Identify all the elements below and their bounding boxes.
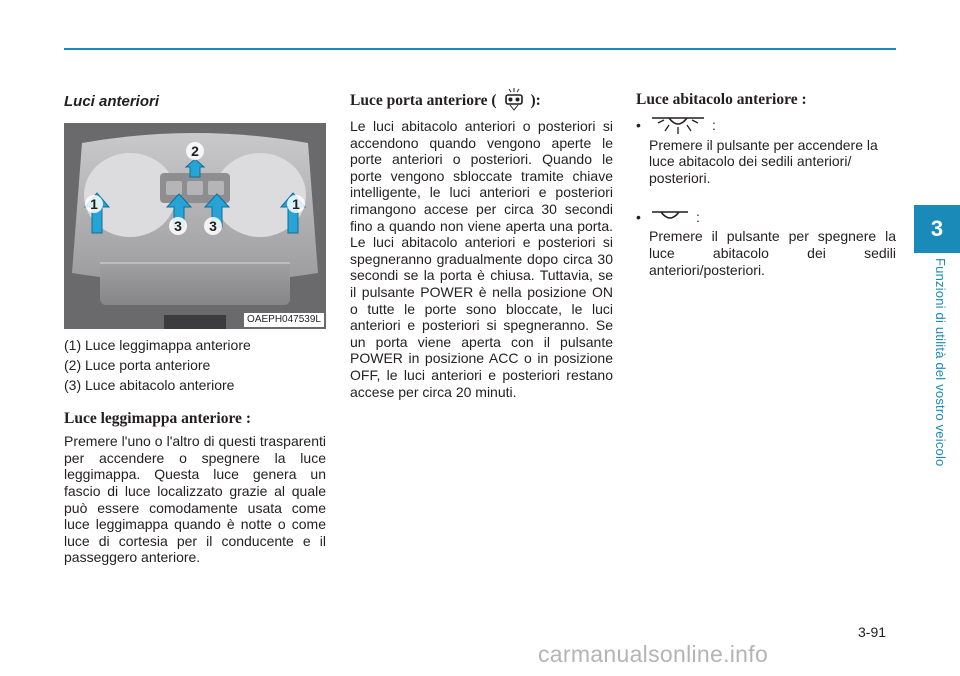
watermark: carmanualsonline.info: [538, 641, 769, 667]
overhead-console-photo: [64, 123, 326, 329]
door-lamp-heading-suffix: ):: [530, 91, 541, 109]
chapter-title: Funzioni di utilità del vostro veicolo: [933, 258, 948, 467]
legend-item: (2) Luce porta anteriore: [64, 356, 211, 373]
room-lamp-on-icon: [650, 113, 706, 139]
legend-item: (1) Luce leggimappa anteriore: [64, 336, 251, 353]
column-2: [350, 92, 613, 400]
bullet: •: [636, 117, 641, 134]
room-lamp-heading: Luce abitacolo anteriore :: [636, 91, 807, 108]
room-lamp-off-description: Premere il pulsante per spegnere la luce abitacolo dei sedili anteriori/posteriori.: [649, 228, 896, 278]
bullet: •: [636, 209, 641, 226]
colon: :: [696, 209, 700, 226]
section-title: Luci anteriori: [64, 93, 160, 110]
photo-code: OAEPH047539L: [244, 313, 324, 327]
room-lamp-on-item: [636, 115, 896, 137]
legend-item: (3) Luce abitacolo anteriore: [64, 376, 235, 393]
door-lamp-description: Le luci abitacolo anteriori o posteriori si accendono quando vengono aperte le porte anteriori o posteriori. Quando le porte vengono sbloccate tramite chiave intelligente, le luci anteriori e posteriori rimangono accese per circa 30 secondi fino a quando non viene aperta una porta. Le luci abitacolo anteriori e posteriori si spegneranno gradualmente dopo circa 30 secondi se la porta è chiusa. Tuttavia, se il pulsante POWER è nella posizione ON o tutte le porte sono bloccate, le luci anteriori e posteriori si spegneranno. Se un porta viene aperta con il pulsante POWER in posizione ACC o in posizione OFF, le luci anteriori e posteriori restano accese per circa 20 minuti.: [350, 118, 613, 400]
door-lamp-heading-prefix: Luce porta anteriore (: [350, 91, 497, 109]
door-light-icon: [501, 86, 527, 117]
map-lamp-description: Premere l'uno o l'altro di questi trasparenti per accendere o spegnere la luce leggimappa. Questa luce genera un fascio di luce localizzato grazie al quale può essere comodamente usata come luce leggimappa quando è notte o come luce di cortesia per il conducente e il passeggero anteriore.: [64, 433, 326, 566]
callout-label-1-left: 1: [90, 195, 98, 212]
callout-label-3-right: 3: [209, 217, 217, 234]
chapter-number-tab: 3: [914, 205, 960, 253]
photo-legend: [64, 335, 326, 395]
callout-label-3-left: 3: [174, 217, 182, 234]
colon: :: [712, 117, 716, 134]
room-lamp-off-item: [636, 206, 896, 228]
callout-label-1-right: 1: [292, 195, 300, 212]
room-lamp-on-description: Premere il pulsante per accendere la luce abitacolo dei sedili anteriori/ posteriori.: [649, 136, 878, 186]
top-rule: [64, 48, 896, 50]
column-3: [636, 92, 896, 278]
page-number: 3-91: [858, 624, 887, 640]
console-illustration: [64, 123, 326, 329]
door-lamp-switch: [187, 181, 203, 195]
room-lamp-off-switch: [208, 181, 224, 195]
callout-label-2: 2: [191, 142, 199, 159]
door-lamp-heading: [350, 90, 613, 112]
map-lamp-heading: Luce leggimappa anteriore :: [64, 409, 251, 427]
room-lamp-on-switch: [166, 181, 182, 195]
room-lamp-off-icon: [650, 207, 690, 229]
column-1: [64, 92, 326, 566]
